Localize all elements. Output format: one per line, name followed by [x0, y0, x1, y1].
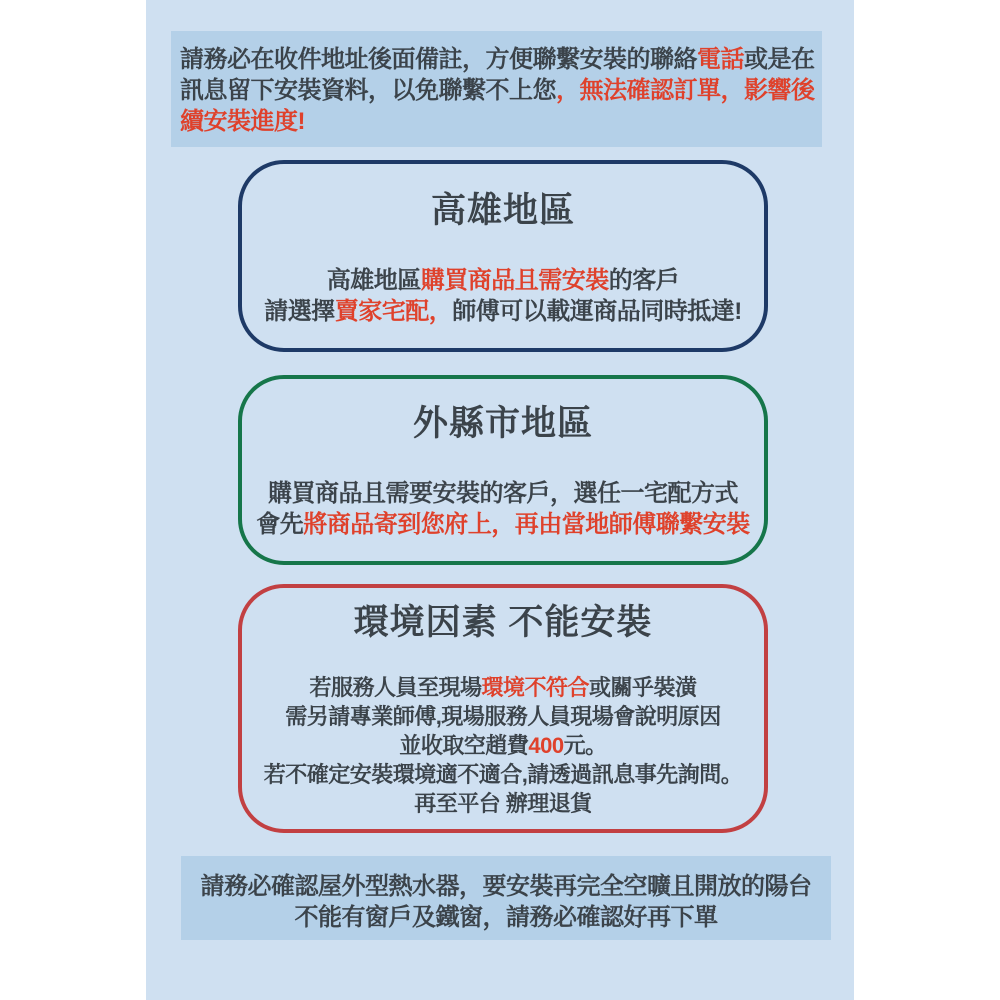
text-segment-dark: 並收取空趙費	[399, 733, 529, 758]
text-segment-dark: 元。	[563, 733, 607, 758]
text-line	[242, 296, 764, 327]
text-segment-dark: 若不確定安裝環境適不適合,請透過訊息事先詢問。	[263, 762, 743, 787]
text-segment-dark: 訊息留下安裝資料，以免聯繫不上您	[180, 77, 556, 104]
text-segment-dark: 不能有窗戶及鐵窗，請務必確認好再下單	[294, 904, 718, 931]
outdoor-heater-notice-panel	[181, 856, 831, 940]
text-segment-dark: 或關乎裝潢	[589, 675, 697, 700]
text-line	[242, 760, 764, 789]
text-line	[242, 478, 764, 509]
text-line	[242, 673, 764, 702]
outdoor-heater-notice-text	[181, 871, 831, 933]
text-line	[181, 902, 831, 933]
text-segment-red: 400	[528, 733, 564, 758]
contact-notice-panel	[171, 31, 822, 147]
text-segment-dark: 請選擇	[264, 298, 335, 325]
text-line	[181, 871, 831, 902]
text-segment-dark: 再至平台 辦理退貨	[414, 791, 592, 816]
text-segment-dark: 若服務人員至現場	[309, 675, 482, 700]
text-segment-dark: 或是在	[744, 46, 815, 73]
text-line	[242, 789, 764, 818]
text-line	[242, 702, 764, 731]
text-line	[242, 509, 764, 540]
text-segment-dark: 需另請專業師傅,現場服務人員現場會說明原因	[285, 704, 721, 729]
text-segment-red: 將商品寄到您府上，再由當地師傅聯繫安裝	[303, 511, 750, 538]
text-segment-red: 購買商品且需安裝	[420, 267, 609, 294]
text-segment-dark: 的客戶	[608, 267, 680, 294]
other-counties-box	[238, 375, 768, 565]
text-segment-dark: 師傅可以載運商品同時抵達!	[452, 298, 742, 325]
contact-notice-text	[180, 44, 822, 137]
text-line	[242, 731, 764, 760]
text-segment-red: 電話	[697, 46, 744, 73]
text-segment-dark: 高雄地區	[326, 267, 421, 294]
other-counties-title: 外縣市地區	[412, 404, 593, 443]
text-line	[242, 265, 764, 296]
kaohsiung-area-text	[242, 265, 764, 327]
text-segment-red: 環境不符合	[481, 675, 589, 700]
text-line	[180, 44, 822, 75]
kaohsiung-area-box	[238, 160, 768, 352]
environment-restriction-box	[238, 584, 768, 833]
text-segment-dark: 請務必確認屋外型熱水器，要安裝再完全空曠且開放的陽台	[200, 873, 812, 900]
text-segment-red: 賣家宅配，	[334, 298, 453, 325]
environment-restriction-text	[242, 673, 764, 818]
text-segment-red: 續安裝進度!	[180, 108, 305, 135]
text-segment-dark: 請務必在收件地址後面備註，方便聯繫安裝的聯絡	[180, 46, 697, 73]
kaohsiung-area-title: 高雄地區	[430, 191, 575, 230]
text-line	[180, 75, 822, 106]
text-segment-dark: 會先	[256, 511, 304, 538]
other-counties-text	[242, 478, 764, 540]
text-segment-dark: 購買商品且需要安裝的客戶，選任一宅配方式	[268, 480, 738, 507]
environment-restriction-title: 環境因素 不能安裝	[353, 603, 653, 642]
content-column	[146, 0, 854, 1000]
text-segment-red: ，無法確認訂單，影響後	[556, 77, 815, 104]
text-line	[180, 106, 822, 137]
